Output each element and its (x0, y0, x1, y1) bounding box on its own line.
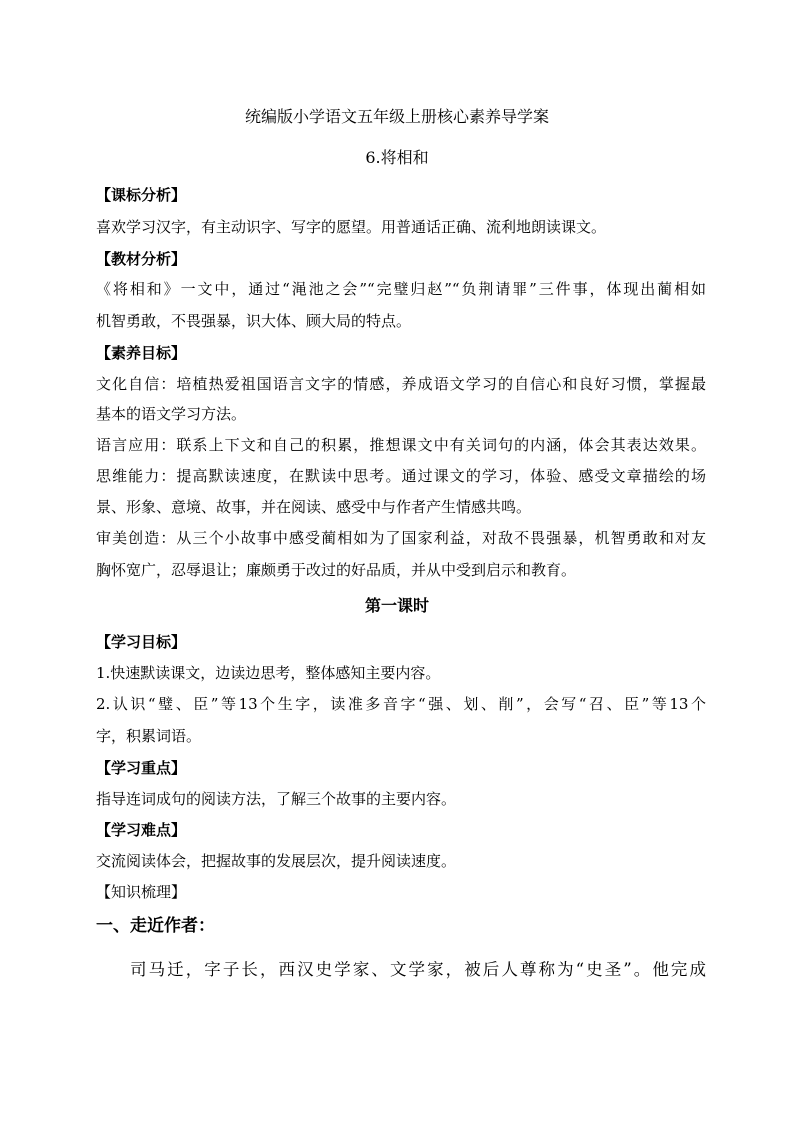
section-author-text: 司马迁，字子长，西汉史学家、文学家，被后人尊称为“史圣”。他完成 (130, 960, 706, 979)
difficulty-text: 交流阅读体会，把握故事的发展层次，提升阅读速度。 (96, 852, 457, 870)
focus-text: 指导连词成句的阅读方法，了解三个故事的主要内容。 (96, 790, 457, 808)
goals-heading: 【素养目标】 (96, 344, 187, 362)
objective-item-2-line1: 2.认识“璧、臣”等13个生字，读准多音字“强、划、削”，会写“召、臣”等13个 (96, 695, 706, 713)
goal-aesthetic-line2: 胸怀宽广，忍辱退让；廉颇勇于改过的好品质，并从中受到启示和教育。 (96, 561, 577, 579)
curriculum-heading: 【课标分析】 (96, 186, 187, 204)
focus-heading: 【学习重点】 (96, 759, 187, 777)
curriculum-text: 喜欢学习汉字，有主动识字、写字的愿望。用普通话正确、流利地朗读课文。 (96, 218, 607, 236)
textbook-text-line2: 机智勇敢，不畏强暴，识大体、顾大局的特点。 (96, 312, 412, 330)
objectives-heading: 【学习目标】 (96, 633, 187, 651)
knowledge-heading: 【知识梳理】 (96, 883, 187, 901)
objective-item-2-line2: 字，积累词语。 (96, 727, 202, 745)
section-author-title: 一、走近作者： (96, 916, 215, 936)
goal-culture-line1: 文化自信：培植热爱祖国语言文字的情感，养成语文学习的自信心和良好习惯，掌握最 (96, 375, 706, 393)
textbook-heading: 【教材分析】 (96, 250, 187, 268)
goal-culture-line2: 基本的语文学习方法。 (96, 405, 247, 423)
textbook-text-line1: 《将相和》一文中，通过“渑池之会”“完璧归赵”“负荆请罪”三件事，体现出蔺相如 (96, 280, 706, 298)
difficulty-heading: 【学习难点】 (96, 821, 187, 839)
lesson-title: 第一课时 (364, 596, 429, 615)
goal-aesthetic-line1: 审美创造：从三个小故事中感受蔺相如为了国家利益，对敌不畏强暴，机智勇敢和对友 (96, 529, 706, 547)
goal-thinking-line2: 景、形象、意境、故事，并在阅读、感受中与作者产生情感共鸣。 (96, 498, 532, 516)
goal-language: 语言应用：联系上下文和自己的积累，推想课文中有关词句的内涵，体会其表达效果。 (96, 436, 706, 454)
goal-thinking-line1: 思维能力：提高默读速度，在默读中思考。通过课文的学习，体验、感受文章描绘的场 (96, 467, 706, 485)
lesson-subtitle: 6.将相和 (365, 148, 429, 167)
objective-item-1: 1.快速默读课文，边读边思考，整体感知主要内容。 (96, 664, 441, 682)
doc-title: 统编版小学语文五年级上册核心素养导学案 (244, 107, 549, 126)
